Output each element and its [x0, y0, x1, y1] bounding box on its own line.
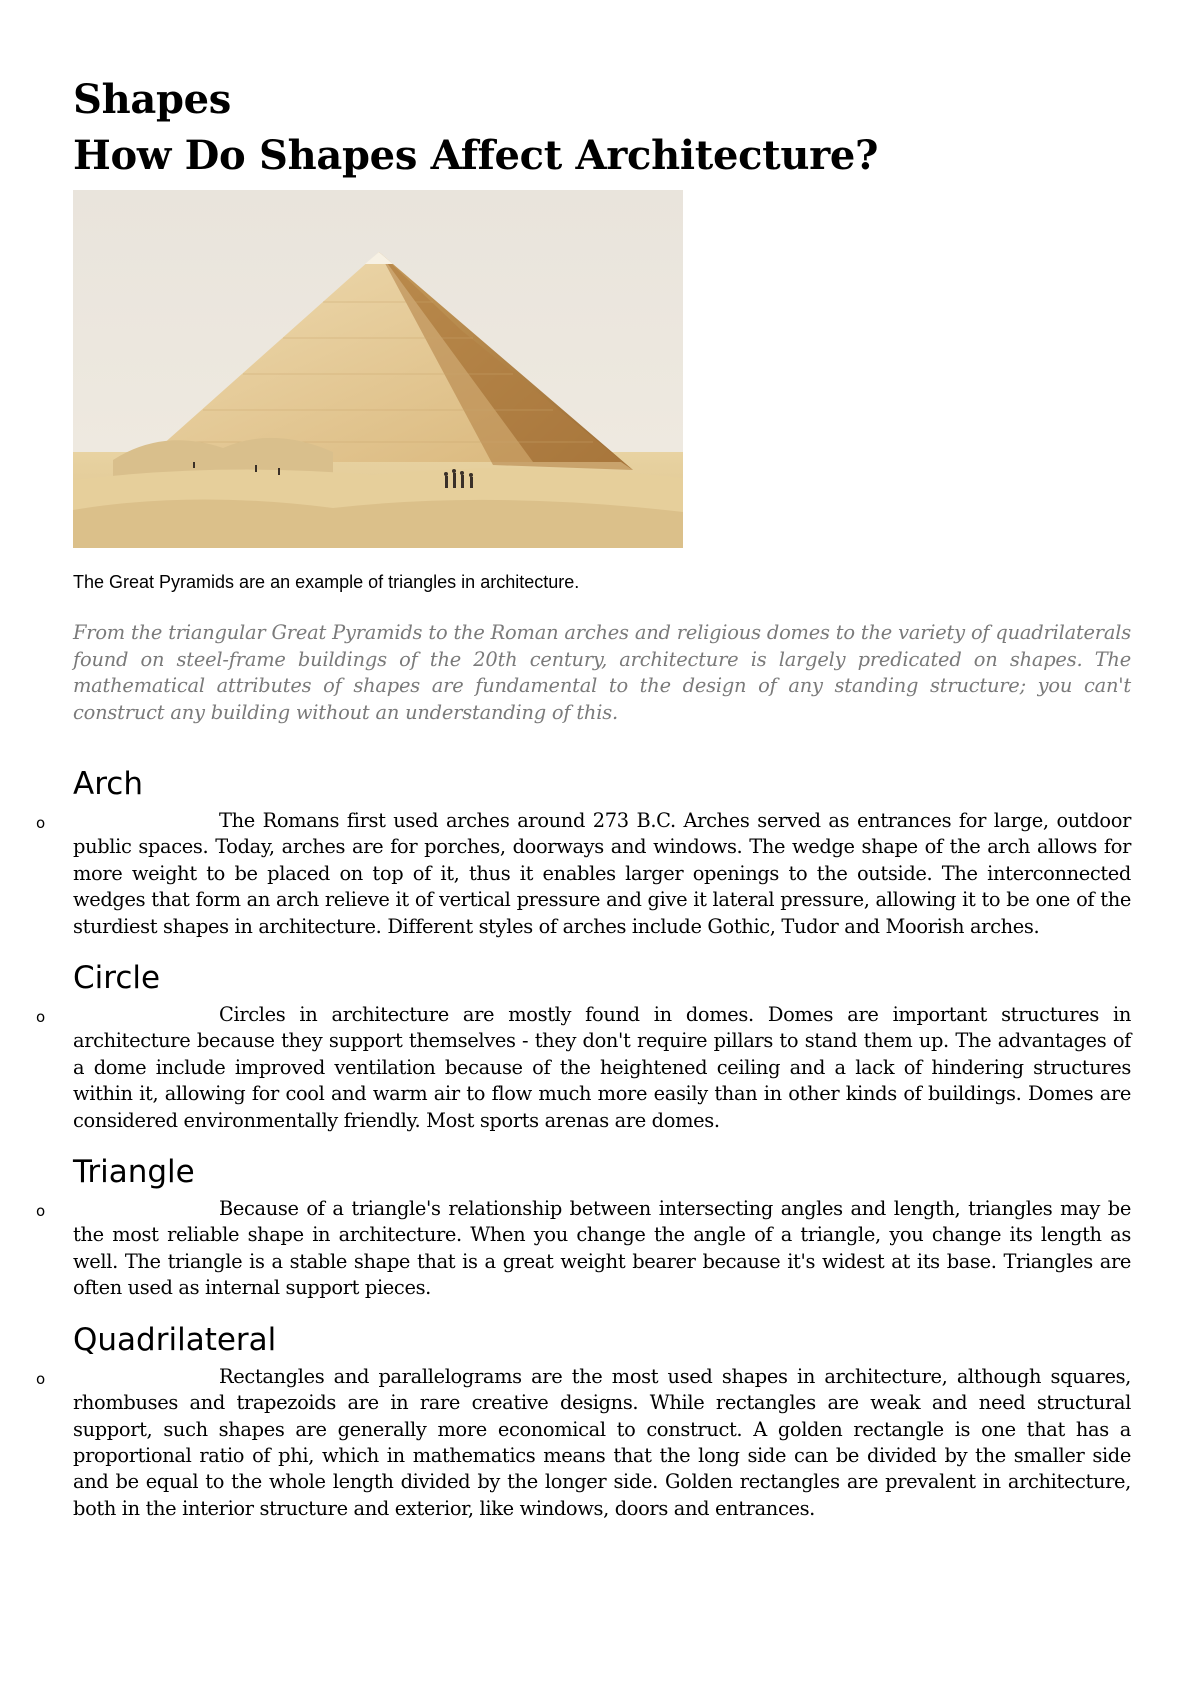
section-heading: Circle	[73, 960, 161, 997]
section-text: Because of a triangle's relationship between intersecting angles and length, triangles may be the most reliable shape in architecture. When you change the angle of a triangle, you change its length as well. The triangle is a stable shape that is a great weight bearer because it's widest at its base. Triangles are often used as internal support pieces.	[73, 1197, 1131, 1300]
title-line-2: How Do Shapes Affect Architecture?	[73, 132, 879, 179]
section-heading: Triangle	[73, 1154, 195, 1191]
figure-caption: The Great Pyramids are an example of triangles in architecture.	[73, 572, 580, 592]
section-arch	[36, 764, 1131, 940]
section-text: Rectangles and parallelograms are the most used shapes in architecture, although squares, rhombuses and trapezoids are in rare creative designs. While rectangles are weak and need structural support, such shapes are generally more economical to construct. A golden rectangle is one that has a proportional ratio of phi, which in mathematics means that the long side can be divided by the smaller side and be equal to the whole length divided by the longer side. Golden rectangles are prevalent in architecture, both in the interior structure and exterior, like windows, doors and entrances.	[73, 1364, 1131, 1520]
bullet-marker: o	[36, 1202, 45, 1221]
section-body	[36, 808, 1131, 940]
bullet-marker: o	[36, 814, 45, 832]
bullet-marker: o	[36, 1369, 45, 1388]
section-heading: Arch	[73, 766, 143, 802]
section-heading: Quadrilateral	[73, 1321, 277, 1358]
document-content	[36, 72, 1131, 1522]
section-triangle	[36, 1152, 1131, 1302]
document-title	[73, 72, 1131, 184]
section-body	[36, 1364, 1131, 1522]
intro-paragraph: From the triangular Great Pyramids to the Roman arches and religious domes to the variety of quadrilaterals found on steel-frame buildings of the 20th century, architecture is largely predicated on shapes. The mathematical attributes of shapes are fundamental to the design of any standing structure; you can't construct any building without an understanding of this.	[73, 621, 1131, 724]
section-body	[36, 1196, 1131, 1302]
section-circle	[36, 958, 1131, 1134]
title-line-1: Shapes	[73, 76, 232, 123]
section-text: Circles in architecture are mostly found in domes. Domes are important structures in architecture because they support themselves - they don't require pillars to stand them up. The advantages of a dome include improved ventilation because of the heightened ceiling and a lack of hindering structures within it, allowing for cool and warm air to flow much more easily than in other kinds of buildings. Domes are considered environmentally friendly. Most sports arenas are domes.	[73, 1003, 1131, 1132]
section-body	[36, 1002, 1131, 1134]
section-quadrilateral	[36, 1320, 1131, 1522]
bullet-marker: o	[36, 1008, 45, 1027]
pyramid-painting-image	[73, 190, 683, 548]
section-text: The Romans first used arches around 273 B.C. Arches served as entrances for large, outdoor public spaces. Today, arches are for porches, doorways and windows. The wedge shape of the arch allows for more weight to be placed on top of it, thus it enables larger openings to the outside. The interconnected wedges that form an arch relieve it of vertical pressure and give it lateral pressure, allowing it to be one of the sturdiest shapes in architecture. Different styles of arches include Gothic, Tudor and Moorish arches.	[73, 809, 1131, 938]
